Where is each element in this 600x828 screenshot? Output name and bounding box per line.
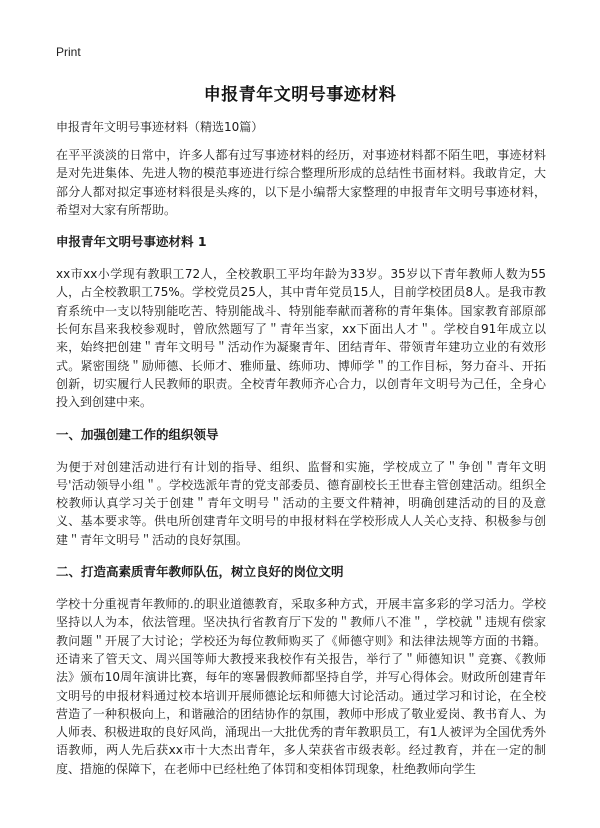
- paragraph-teacher-team: 学校十分重视青年教师的.的职业道德教育，采取多种方式，开展丰富多彩的学习活力。学校坚持以人为本，依法管理。坚决执行省教育厅下发的＂教师八不准＂，学校就＂违规有偿家教问题＂开展了大讨论；学校还为每位教师购买了《师德守则》和法律法规等方面的书籍。还请来了管天文、周兴国等师大教授来我校作有关报告，举行了＂师德知识＂竞赛、《教师法》颁布10周年演讲比赛，每年的寒暑假教师都坚持自学，并写心得体会。财政所创建青年文明号的申报材料通过校本培训开展师德论坛和师德大讨论活动。通过学习和讨论，在全校营造了一种积极向上，和谐融洽的团结协作的氛围，教师中形成了敬业爱岗、教书育人、为人师表、积极进取的良好风尚，涌现出一大批优秀的青年教职员工，有1人被评为全国优秀外语教师，两人先后获xx市十大杰出青年，多人荣获省市级表彰。经过教育，并在一定的制度、措施的保障下，在老师中已经杜绝了体罚和变相体罚现象，杜绝教师向学生: [56, 597, 546, 776]
- heading-organization: 一、加强创建工作的组织领导: [56, 426, 219, 442]
- section-heading: 申报青年文明号事迹材料 1: [56, 234, 207, 250]
- print-link[interactable]: Print: [56, 45, 81, 59]
- section-paragraph: xx市xx小学现有教职工72人，全校教职工平均年龄为33岁。35岁以下青年教师人数为55人，占全校教职工75%。学校党员25人，其中青年党员15人，目前学校团员8人。是我市教育系统中一支以特别能吃苦、特别能战斗、特别能奉献而著称的青年集体。国家教育部原部长何东昌来我校参观时，曾欣然题写了＂青年当家，xx下面出人才＂。学校自91年成立以来，始终把创建＂青年文明号＂活动作为凝聚青年、团结青年、带领青年建功立业的有效形式。紧密围绕＂励师德、长师才、雅师量、练师功、博师学＂的工作目标，努力奋斗、开拓创新，切实履行人民教师的职责。全校青年教师齐心合力，以创青年文明号为己任，全身心投入到创建中来。: [56, 267, 546, 410]
- page-title: 申报青年文明号事迹材料: [203, 85, 397, 105]
- intro-paragraph: 在平平淡淡的日常中，许多人都有过写事迹材料的经历，对事迹材料都不陌生吧，事迹材料是对先进集体、先进人物的模范事迹进行综合整理所形成的总结性书面材料。我敢肯定，大部分人都对拟定事迹材料很是头疼的，以下是小编帮大家整理的申报青年文明号事迹材料，希望对大家有所帮助。: [56, 148, 546, 217]
- paragraph-organization: 为便于对创建活动进行有计划的指导、组织、监督和实施，学校成立了＂争创＂青年文明号'活动领导小组＂。学校选派年青的党支部委员、德育副校长王世春主管创建活动。组织全校教师认真学习关于创建＂青年文明号＂活动的主要文件精神，明确创建活动的目的及意义、基本要求等。供电所创建青年文明号的申报材料在学校形成人人关心支持、积极参与创建＂青年文明号＂活动的良好氛围。: [56, 459, 546, 547]
- document-subtitle: 申报青年文明号事迹材料（精选10篇）: [56, 120, 264, 134]
- heading-teacher-team: 二、打造高素质青年教师队伍，树立良好的岗位文明: [56, 564, 344, 580]
- document-body: [56, 118, 546, 792]
